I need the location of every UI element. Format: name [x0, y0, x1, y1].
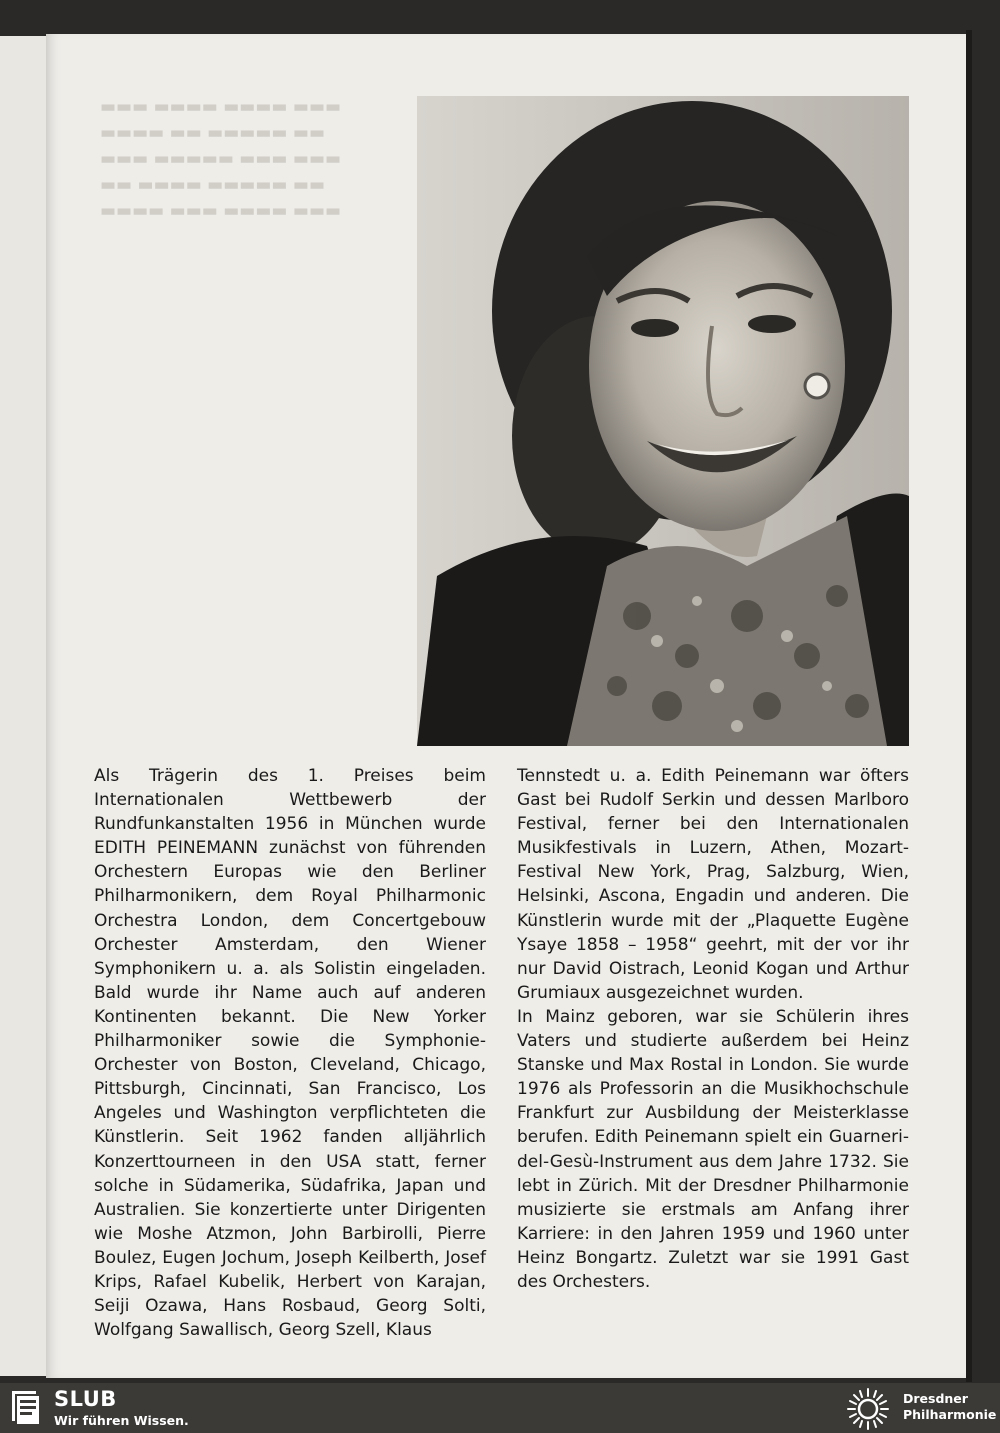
earring [805, 374, 829, 398]
text-column-right [517, 764, 909, 1294]
slub-tagline: Wir führen Wissen. [54, 1413, 189, 1428]
paragraph-biography-3: In Mainz geboren, war sie Schülerin ihres Vaters und studierte außerdem bei Heinz Stanske und Max Rostal in London. Sie wurde 1976 als Professorin an die Musikhochschule Frankfurt zur Ausbildung der Meisterklasse berufen. Edith Peinemann spielt ein Guarneri-del-Gesù-Instrument aus dem Jahre 1732. Sie lebt in Zürich. Mit der Dresdner Philharmonie musizierte sie erstmals am Anfang ihrer Karriere: in den Jahren 1959 und 1960 unter Heinz Bongartz. Zuletzt war sie 1991 Gast des Orchesters. [517, 1006, 909, 1292]
footer-bar [0, 1383, 1000, 1433]
slub-logo-icon [12, 1391, 44, 1425]
right-eye [748, 315, 796, 333]
portrait-photo [417, 96, 909, 746]
previous-page-edge [0, 36, 47, 1376]
partner-name-line-2: Philharmonie [903, 1407, 997, 1422]
slub-name: SLUB [54, 1387, 117, 1411]
paragraph-biography-1: Als Trägerin des 1. Preises beim Internationalen Wettbewerb der Rundfunkanstalten 1956 in München wurde EDITH PEINEMANN zunächst von führenden Orchestern Europas wie den Berliner Philharmonikern, dem Royal Philharmonic Orchestra London, dem Concertgebouw Orchester Amsterdam, den Wiener Symphonikern u. a. als Solistin eingeladen. Bald wurde ihr Name auch auf anderen Kontinenten bekannt. Die New Yorker Philharmoniker sowie die Symphonie-Orchester von Boston, Cleveland, Chicago, Pittsburgh, Cincinnati, San Francisco, Los Angeles und Washington verpflichteten die Künstlerin. Seit 1962 fanden alljährlich Konzerttourneen in den USA statt, ferner solche in Südamerika, Südafrika, Japan und Australien. Sie konzertierte unter Dirigenten wie Moshe Atzmon, John Barbirolli, Pierre Boulez, Eugen Jochum, Joseph Keilberth, Josef Krips, Rafael Kubelik, Herbert von Karajan, Seiji Ozawa, Hans Rosbaud, Georg Solti, Wolfgang Sawallisch, Georg Szell, Klaus [94, 766, 486, 1341]
partner-name-line-1: Dresdner [903, 1391, 968, 1406]
portrait-illustration [417, 96, 909, 746]
left-eye [631, 319, 679, 337]
paragraph-biography-2: Tennstedt u. a. Edith Peinemann war öfters Gast bei Rudolf Serkin und dessen Marlboro Festival, ferner bei den Internationalen Musikfestivals in Luzern, Athen, Mozart-Festival New York, Prag, Salzburg, Wien, Helsinki, Ascona, Engadin und anderen. Die Künstlerin wurde mit der „Plaquette Eugène Ysaye 1858 – 1958“ geehrt, mit der vor ihr nur David Oistrach, Leonid Kogan und Arthur Grumiaux ausgezeichnet wurden. [517, 766, 909, 1003]
text-column-left [94, 764, 486, 1342]
page-edge-shadow [966, 30, 972, 1382]
bleed-through-texture-left: ▬▬▬ ▬▬▬▬ ▬▬▬▬ ▬▬▬ ▬▬▬▬ ▬▬ ▬▬▬▬▬ ▬▬ ▬▬▬ ▬▬▬▬▬ ▬▬▬ ▬▬▬ ▬▬ ▬▬▬▬ ▬▬▬▬▬ ▬▬ ▬▬▬▬ ▬▬▬ ▬▬▬▬ ▬▬▬ [100, 97, 342, 221]
dresdner-philharmonie-sunburst-icon [842, 1388, 894, 1430]
